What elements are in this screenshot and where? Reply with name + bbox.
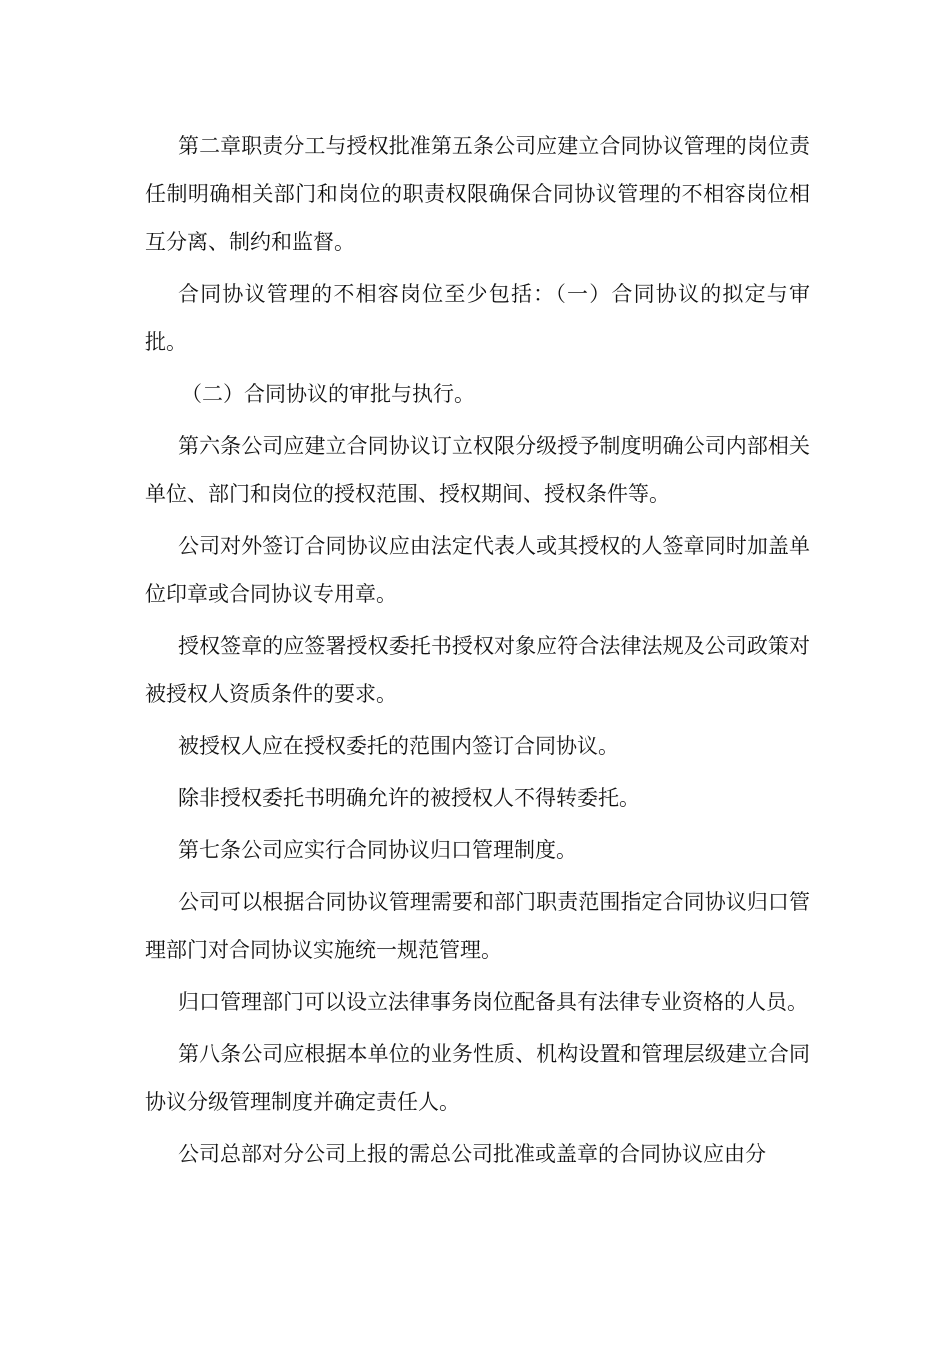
paragraph-9: 第七条公司应实行合同协议归口管理制度。 <box>178 838 577 862</box>
paragraph-5: 公司对外签订合同协议应由法定代表人或其授权的人签章同时加盖单位印章或合同协议专用章。 <box>145 534 810 606</box>
paragraph-8: 除非授权委托书明确允许的被授权人不得转委托。 <box>178 786 640 810</box>
paragraph-11: 归口管理部门可以设立法律事务岗位配备具有法律专业资格的人员。 <box>178 990 808 1014</box>
paragraph-3: （二）合同协议的审批与执行。 <box>181 382 475 406</box>
paragraph-1: 第二章职责分工与授权批准第五条公司应建立合同协议管理的岗位责任制明确相关部门和岗位的职责权限确保合同协议管理的不相容岗位相互分离、制约和监督。 <box>145 134 810 254</box>
paragraph-12: 第八条公司应根据本单位的业务性质、机构设置和管理层级建立合同协议分级管理制度并确定责任人。 <box>145 1042 810 1114</box>
paragraph-2: 合同协议管理的不相容岗位至少包括：（一）合同协议的拟定与审批。 <box>145 282 810 354</box>
paragraph-13: 公司总部对分公司上报的需总公司批准或盖章的合同协议应由分 <box>178 1142 766 1166</box>
paragraph-6: 授权签章的应签署授权委托书授权对象应符合法律法规及公司政策对被授权人资质条件的要求。 <box>145 634 810 706</box>
paragraph-4: 第六条公司应建立合同协议订立权限分级授予制度明确公司内部相关单位、部门和岗位的授权范围、授权期间、授权条件等。 <box>145 434 810 506</box>
paragraph-10: 公司可以根据合同协议管理需要和部门职责范围指定合同协议归口管理部门对合同协议实施统一规范管理。 <box>145 890 810 962</box>
paragraph-7: 被授权人应在授权委托的范围内签订合同协议。 <box>178 734 619 758</box>
document-body <box>145 122 810 1182</box>
